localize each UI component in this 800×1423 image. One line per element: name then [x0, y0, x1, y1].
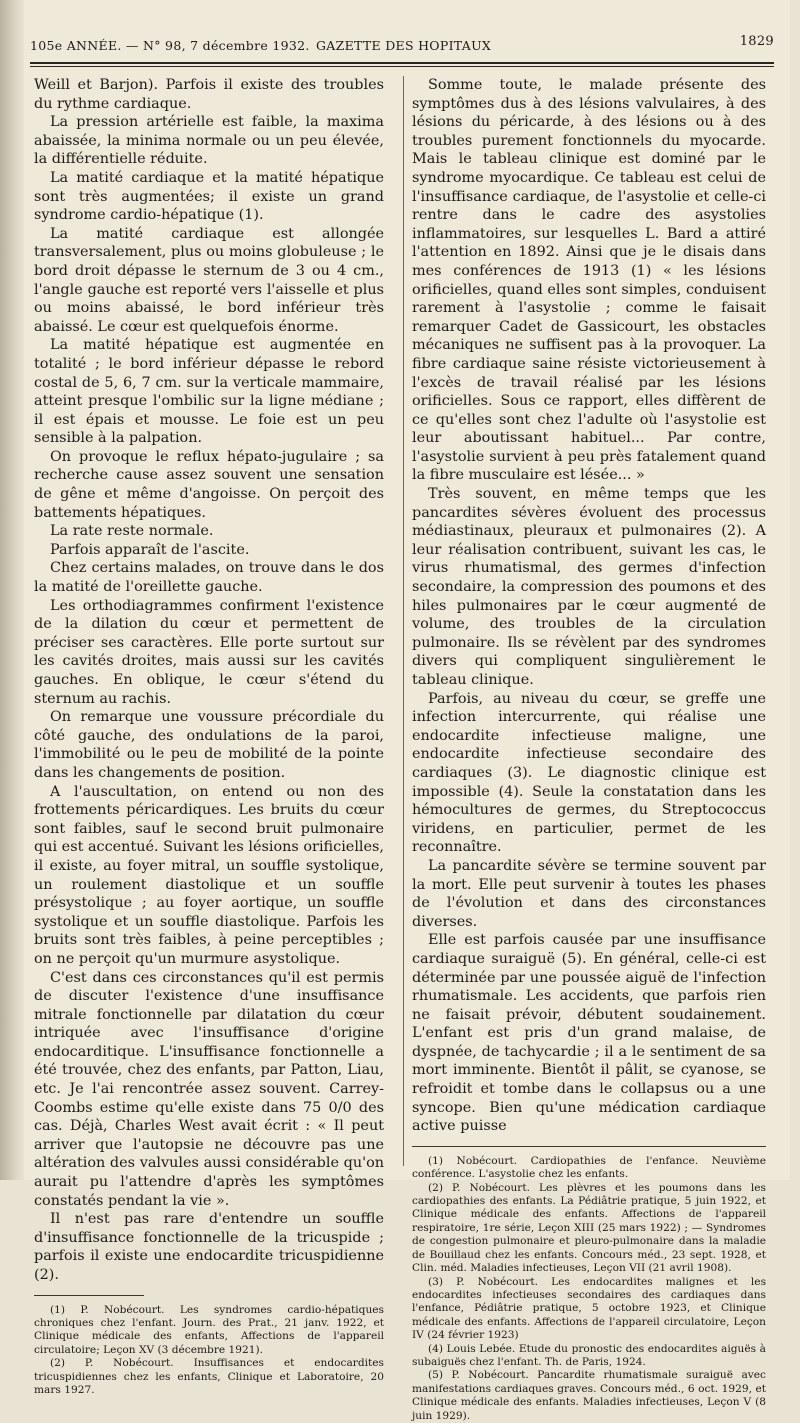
paragraph: Les orthodiagrammes confirment l'existence de la dilation du cœur et permettent de préciser ses caractères. Elle porte surtout sur les cavités droites, mais aussi sur les cavités gauches. En oblique, le cœur s'étend du sternum au rachis.	[34, 597, 384, 707]
paragraph: A l'auscultation, on entend ou non des frottements péricardiques. Les bruits du cœur sont faibles, sauf le second bruit pulmonaire qui est accentué. Suivant les lésions orificielles, il existe, au foyer mitral, un souffle systolique, un roulement diastolique et un souffle présystolique ; au foyer aortique, un souffle systolique et un souffle diastolique. Parfois les bruits sont très faibles, à peine perceptibles ; on ne perçoit qu'un murmure asystolique.	[34, 783, 384, 967]
paragraph: On remarque une voussure précordiale du côté gauche, des ondulations de la paroi, l'immobilité ou le peu de mobilité de la pointe dans les changements de position.	[34, 709, 384, 781]
right-column	[412, 76, 766, 1423]
paragraph: La pancardite sévère se termine souvent par la mort. Elle peut survenir à toutes les phases de l'évolution et dans des circonstances diverses.	[412, 857, 766, 930]
paragraph: Weill et Barjon). Parfois il existe des troubles du rythme cardiaque.	[34, 77, 384, 112]
footnote: (5) P. Nobécourt. Pancardite rhumatismale suraiguë avec manifestations cardiaques graves. Concours méd., 6 oct. 1929, et Clinique médicale des enfants. Maladies infectieuses, Leçon V (8 juin 1929).	[412, 1369, 766, 1422]
running-header	[30, 34, 774, 56]
left-column	[34, 76, 384, 1397]
paragraph: Elle est parfois causée par une insuffisance cardiaque suraiguë (5). En général, celle-ci est déterminée par une poussée aiguë de l'infection rhumatismale. Les accidents, que parfois rien ne faisait prévoir, débutent soudainement. L'enfant est pris d'un grand malaise, de dyspnée, de tachycardie ; il a le sentiment de sa mort imminente. Bientôt il pâlit, se cyanose, se refroidit et tombe dans le collapsus ou a une syncope. Bien qu'une médication cardiaque active puisse	[412, 932, 766, 1135]
paragraph: La rate reste normale.	[50, 523, 214, 540]
paragraph: La matité hépatique est augmentée en totalité ; le bord inférieur dépasse le rebord costal de 5, 6, 7 cm. sur la verticale mammaire, atteint presque l'ombilic sur la ligne médiane ; il est épais et mousse. Le foie est un peu sensible à la palpation.	[34, 337, 384, 447]
issue-line: 105e ANNÉE. — N° 98, 7 décembre 1932.	[30, 38, 310, 53]
paragraph: C'est dans ces circonstances qu'il est permis de discuter l'existence d'une insuffisance mitrale fonctionnelle par dilatation du cœur intriquée avec l'insuffisance d'origine endocarditique. L'insuffisance fonctionnelle a été trouvée, chez des enfants, par Patton, Liau, etc. Je l'ai rencontrée assez souvent. Carrey-Coombs estime qu'elle existe dans 75 0/0 des cas. Déjà, Charles West avait écrit : « Il peut arriver que l'autopsie ne découvre pas une altération des valvules aussi considérable qu'on aurait pu l'attendre d'après les symptômes constatés pendant la vie ».	[34, 969, 384, 1209]
paragraph: Il n'est pas rare d'entendre un souffle d'insuffisance fonctionnelle de la tricuspide ; parfois il existe une endocardite tricuspidienne (2).	[34, 1211, 384, 1283]
paragraph: Somme toute, le malade présente des symptômes dus à des lésions valvulaires, à des lésions du péricarde, à des lésions ou à des troubles purement fonctionnels du myocarde. Mais le tableau clinique est dominé par le syndrome myocardique. Ce tableau est celui de l'insuffisance cardiaque, de l'asystolie et celle-ci rentre dans le cadre des asystolies inflammatoires, sur lesquelles L. Bard a attiré l'attention en 1892. Ainsi que je le disais dans mes conférences de 1913 (1) « les lésions orificielles, quand elles sont simples, conduisent rarement à l'asystolie ; comme le faisait remarquer Cadet de Gassicourt, les obstacles mécaniques ne suffisent pas à la provoquer. La fibre cardiaque saine résiste victorieusement à l'excès de travail réalisé par les lésions orificielles. Sous ce rapport, elles diffèrent de ce qu'elles sont chez l'adulte où l'asystolie est leur aboutissant habituel... Par contre, l'asystolie survient à peu près fatalement quand la fibre musculaire est lésée... »	[412, 77, 766, 484]
footnote: (1) Nobécourt. Cardiopathies de l'enfance. Neuvième conférence. L'asystolie chez les enfants.	[412, 1154, 766, 1181]
paragraph: La matité cardiaque et la matité hépatique sont très augmentées; il existe un grand syndrome cardio-hépatique (1).	[34, 169, 384, 224]
paragraph: La matité cardiaque est allongée transversalement, plus ou moins globuleuse ; le bord droit dépasse le sternum de 3 ou 4 cm., l'angle gauche est reporté vers l'aisselle et plus ou moins abaissé, le bord inférieur très abaissé. Le cœur est quelquefois énorme.	[34, 225, 384, 335]
paragraph: Chez certains malades, on trouve dans le dos la matité de l'oreillette gauche.	[34, 560, 384, 596]
paragraph: Parfois apparaît de l'ascite.	[50, 541, 250, 558]
header-rule-thin	[30, 66, 774, 67]
footnote: (1) P. Nobécourt. Les syndromes cardio-hépatiques chroniques chez l'enfant. Journ. des Prat., 21 janv. 1922, et Clinique médicale des enfants, Affections de l'appareil circulatoire; Leçon XV (3 décembre 1921).	[34, 1303, 384, 1356]
paragraph: On provoque le reflux hépato-jugulaire ; sa recherche cause assez souvent une sensation de gêne et même d'angoisse. On perçoit des battements hépatiques.	[34, 448, 384, 521]
paragraph: Parfois, au niveau du cœur, se greffe une infection intercurrente, qui réalise une endocardite infectieuse maligne, une endocardite infectieuse secondaire des cardiaques (3). Le diagnostic clinique est impossible (4). Seule la constatation dans les hémocultures de germes, du Streptococcus viridens, en particulier, permet de les reconnaître.	[412, 690, 766, 856]
footnote: (4) Louis Lebée. Etude du pronostic des endocardites aiguës à subaiguës chez l'enfant. Th. de Paris, 1924.	[412, 1342, 766, 1368]
footnote: (2) P. Nobécourt. Insuffisances et endocardites tricuspidiennes chez les enfants, Clinique et Laboratoire, 20 mars 1927.	[34, 1357, 384, 1397]
paragraph: La pression artérielle est faible, la maxima abaissée, la minima normale ou un peu élevée, la différentielle réduite.	[34, 114, 384, 168]
header-rule-thick	[30, 62, 774, 64]
journal-title: GAZETTE DES HOPITAUX	[316, 38, 492, 53]
page-number: 1829	[739, 34, 774, 49]
footnote: (3) P. Nobécourt. Les endocardites malignes et les endocardites infectieuses secondaires des cardiaques dans l'enfance, Pédiâtrie pratique, 5 octobre 1923, et Clinique médicale des enfants. Affections de l'appareil circulatoire, Leçon IV (24 février 1923)	[412, 1275, 766, 1342]
column-separator	[403, 76, 404, 1166]
footnote-rule	[412, 1146, 766, 1147]
paragraph: Très souvent, en même temps que les pancardites sévères évoluent des processus médiastinaux, pleuraux et pulmonaires (2). A leur réalisation contribuent, suivant les cas, le virus rhumatismal, des germes d'infection secondaire, la compression des poumons et des hiles pulmonaires par le cœur augmenté de volume, des troubles de la circulation pulmonaire. Ils se révèlent par des syndromes divers qui compliquent singulièrement le tableau clinique.	[412, 486, 766, 688]
page-gutter-shadow	[0, 0, 24, 1180]
footnote: (2) P. Nobécourt. Les plèvres et les poumons dans les cardiopathies des enfants. La Pédiâtrie pratique, 5 juin 1922, et Clinique médicale des enfants. Affections de l'appareil respiratoire, 1re série, Leçon XIII (25 mars 1922) ; — Syndromes de congestion pulmonaire et pleuro-pulmonaire dans la maladie de Bouillaud chez les enfants. Concours méd., 23 sept. 1928, et Clin. méd. Maladies infectieuses, Leçon VII (21 avril 1908).	[412, 1181, 766, 1275]
footnote-rule	[34, 1295, 144, 1296]
